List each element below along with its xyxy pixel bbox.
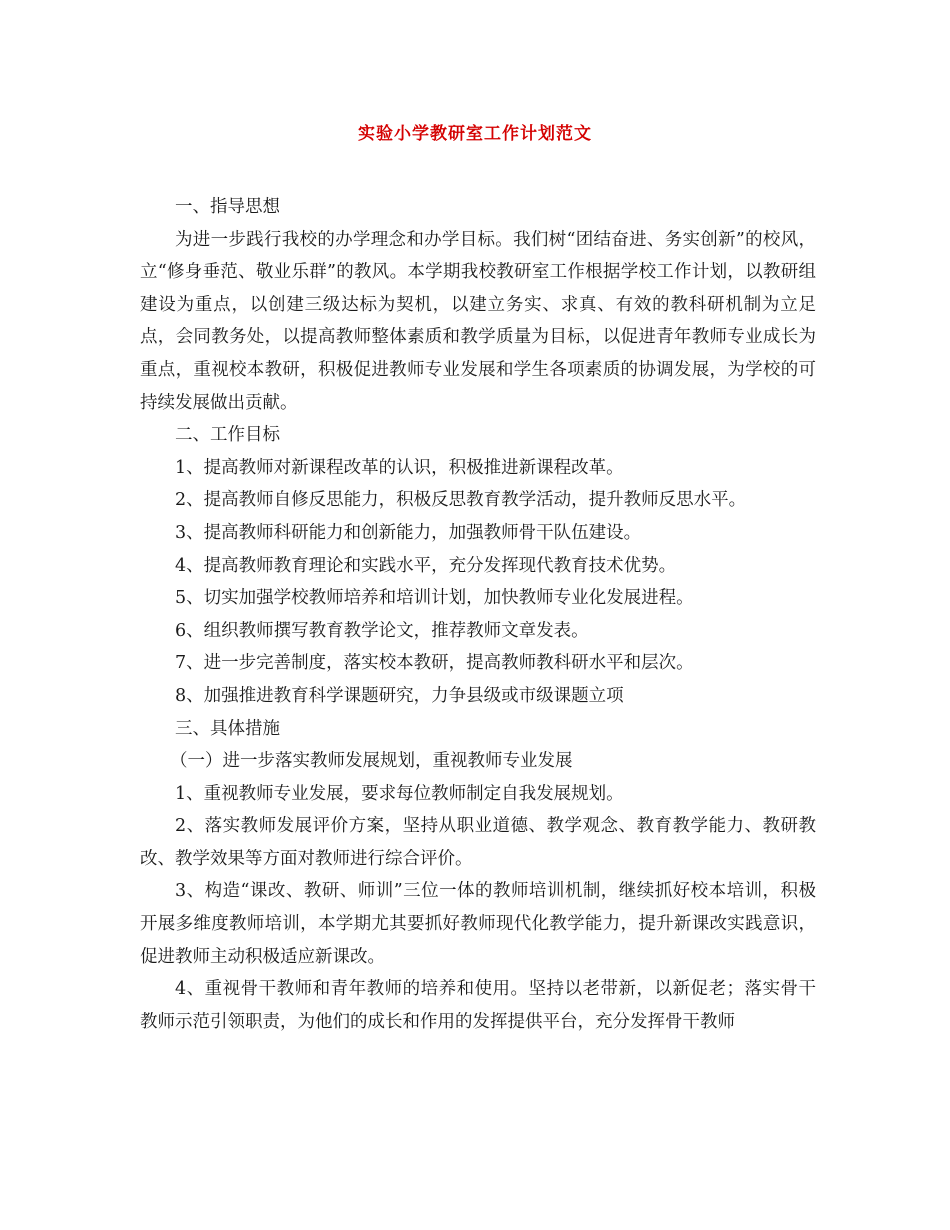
paragraph: 为进一步践行我校的办学理念和办学目标。我们树“团结奋进、务实创新”的校风，立“修身垂范、敬业乐群”的教风。本学期我校教研室工作根据学校工作计划，以教研组建设为重点，以创建三级达标为契机，以建立务实、求真、有效的教科研机制为立足点，会同教务处，以提高教师整体素质和教学质量为目标，以促进青年教师专业成长为重点，重视校本教研，积极促进教师专业发展和学生各项素质的协调发展，为学校的可持续发展做出贡献。 bbox=[140, 229, 816, 413]
list-item: 1、重视教师专业发展，要求每位教师制定自我发展规划。 bbox=[175, 783, 624, 804]
list-item: 3、提高教师科研能力和创新能力，加强教师骨干队伍建设。 bbox=[175, 522, 642, 543]
document-body bbox=[140, 191, 816, 1038]
section-heading: 二、工作目标 bbox=[175, 425, 280, 446]
list-item: 6、组织教师撰写教育教学论文，推荐教师文章发表。 bbox=[175, 620, 589, 641]
section-heading: 三、具体措施 bbox=[175, 718, 280, 739]
list-item: 3、构造“课改、教研、师训”三位一体的教师培训机制，继续抓好校本培训，积极开展多维度教师培训，本学期尤其要抓好教师现代化教学能力，提升新课改实践意识，促进教师主动积极适应新课改。 bbox=[140, 881, 816, 967]
list-item: 7、进一步完善制度，落实校本教研，提高教师教科研水平和层次。 bbox=[175, 653, 694, 674]
list-item: 5、切实加强学校教师培养和培训计划，加快教师专业化发展进程。 bbox=[175, 588, 694, 609]
list-item: 4、提高教师教育理论和实践水平，充分发挥现代教育技术优势。 bbox=[175, 555, 677, 576]
list-item: 4、重视骨干教师和青年教师的培养和使用。坚持以老带新，以新促老；落实骨干教师示范引领职责，为他们的成长和作用的发挥提供平台，充分发挥骨干教师 bbox=[140, 979, 816, 1032]
subsection-heading: （一）进一步落实教师发展规划，重视教师专业发展 bbox=[170, 751, 573, 772]
list-item: 2、落实教师发展评价方案，坚持从职业道德、教学观念、教育教学能力、教研教改、教学效果等方面对教师进行综合评价。 bbox=[140, 816, 816, 869]
section-heading: 一、指导思想 bbox=[175, 197, 280, 217]
list-item: 2、提高教师自修反思能力，积极反思教育教学活动，提升教师反思水平。 bbox=[175, 490, 747, 511]
document-title: 实验小学教研室工作计划范文 bbox=[358, 124, 592, 144]
list-item: 1、提高教师对新课程改革的认识，积极推进新课程改革。 bbox=[175, 457, 624, 478]
list-item: 8、加强推进教育科学课题研究，力争县级或市级课题立项 bbox=[175, 685, 624, 706]
